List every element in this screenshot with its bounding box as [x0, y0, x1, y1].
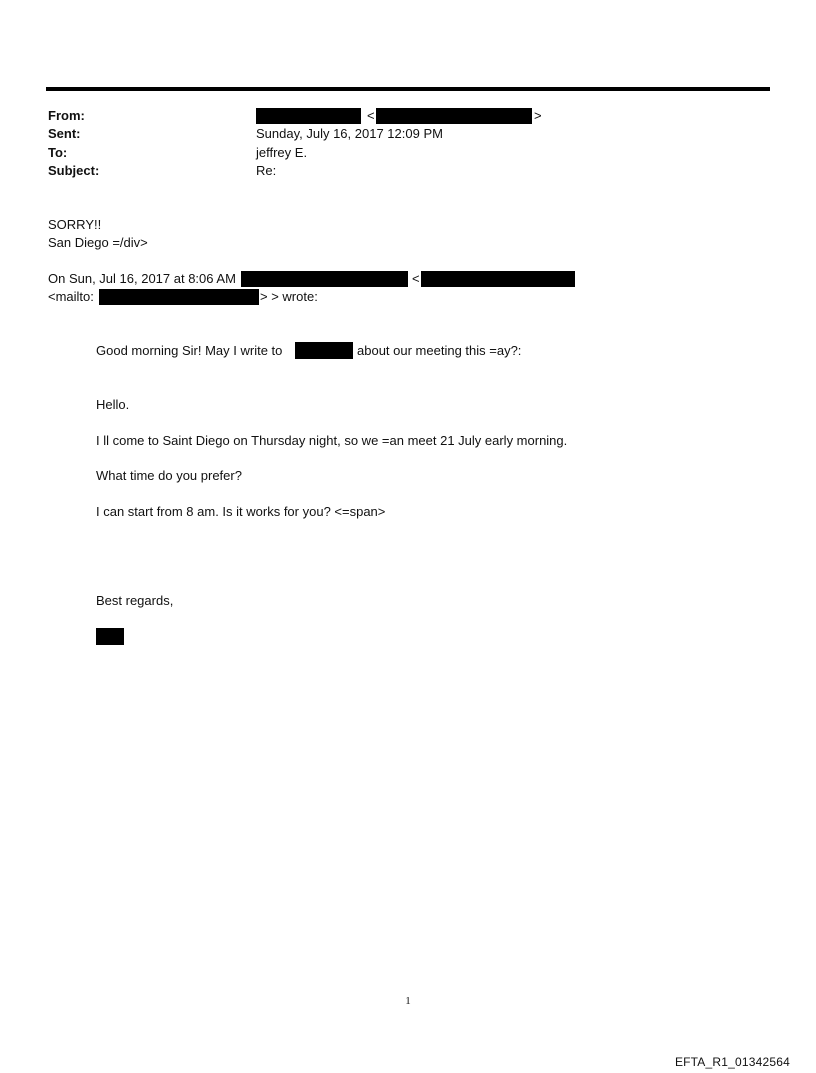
- reply-line-1: SORRY!!: [48, 217, 102, 232]
- sent-value: Sunday, July 16, 2017 12:09 PM: [256, 126, 443, 141]
- quoted-line-time: What time do you prefer?: [96, 468, 242, 483]
- redaction-sender-name: [241, 271, 408, 287]
- quote-intro-mailto: <mailto:: [48, 289, 94, 304]
- from-lt: <: [367, 108, 375, 123]
- subject-value: Re:: [256, 163, 277, 178]
- redaction-from-name: [256, 108, 361, 124]
- sent-label: Sent:: [48, 126, 81, 141]
- redaction-mailto-address: [99, 289, 259, 305]
- header-rule: [46, 87, 770, 91]
- to-value: jeffrey E.: [256, 145, 308, 160]
- redaction-from-email: [376, 108, 532, 124]
- bates-number: EFTA_R1_01342564: [674, 1055, 790, 1069]
- quoted-greeting-after: about our meeting this =ay?:: [357, 343, 522, 358]
- quoted-regards: Best regards,: [96, 593, 174, 608]
- redaction-sender-email: [421, 271, 575, 287]
- quoted-hello: Hello.: [96, 397, 130, 412]
- quote-intro-lt: <: [412, 271, 420, 286]
- quoted-line-start: I can start from 8 am. Is it works for you? <=span>: [96, 504, 386, 519]
- from-label: From:: [48, 108, 85, 123]
- quote-intro-wrote: > > wrote:: [260, 289, 318, 304]
- to-label: To:: [48, 145, 68, 160]
- redaction-signature: [96, 628, 124, 645]
- subject-label: Subject:: [48, 163, 100, 178]
- quoted-line-come: I ll come to Saint Diego on Thursday night, so we =an meet 21 July early morning.: [96, 433, 568, 448]
- page-number: 1: [405, 995, 411, 1007]
- from-gt: >: [534, 108, 542, 123]
- reply-line-2: San Diego =/div>: [48, 235, 148, 250]
- quoted-greeting-before: Good morning Sir! May I write to: [96, 343, 283, 358]
- redaction-recipient-name: [295, 342, 353, 359]
- quote-intro-prefix: On Sun, Jul 16, 2017 at 8:06 AM: [48, 271, 236, 286]
